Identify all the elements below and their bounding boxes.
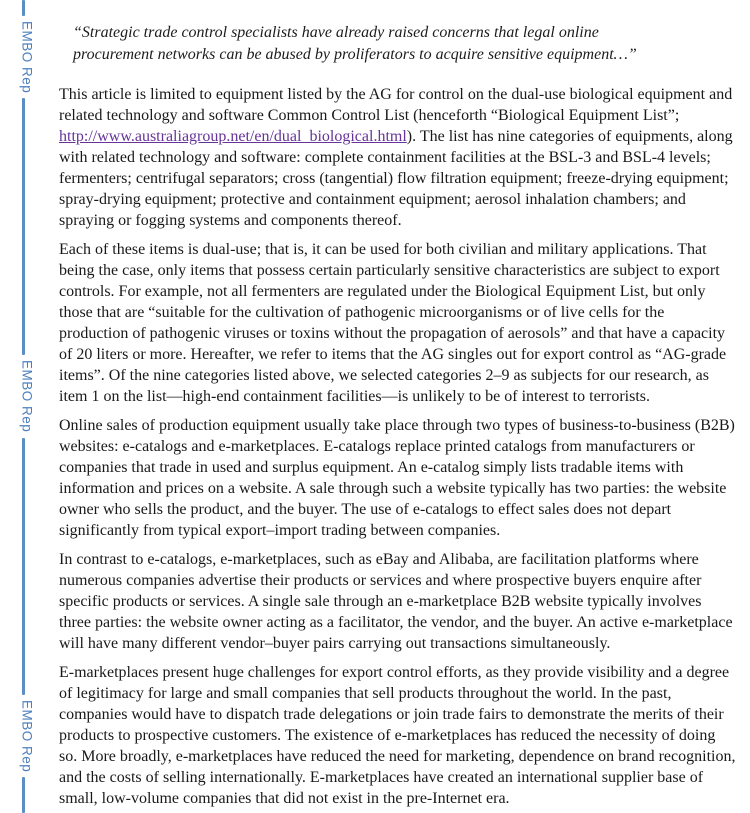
pull-quote: “Strategic trade control specialists have already raised concerns that legal online procurement networks can be abused by proliferators to acquire sensitive equipment…”: [73, 24, 637, 63]
paragraph-5: E-marketplaces present huge challenges for export control efforts, as they provide visibility and a degree of legitimacy for large and small companies that sell products throughout the world. In the past, companies would have to dispatch trade delegations or join trade fairs to demonstrate the merits of their products to prospective customers. The existence of e-marketplaces has reduced the necessity of doing so. More broadly, e-marketplaces have reduced the need for marketing, dependence on brand recognition, and the costs of selling internationally. E-marketplaces have created an international supplier base of small, low-volume companies that did not exist in the pre-Internet era.: [59, 664, 736, 807]
journal-sidebar: [8, 0, 38, 813]
paragraph-2: Each of these items is dual-use; that is, it can be used for both civilian and military applications. That being the case, only items that possess certain particularly sensitive characteristics are subject to export controls. For example, not all fermenters are regulated under the Biological Equipment List, but only those that are “suitable for the cultivation of pathogenic microorganisms or of live cells for the production of pathogenic viruses or toxins without the propagation of aerosols” and that have a capacity of 20 liters or more. Hereafter, we refer to items that the AG singles out for export control as “AG-grade items”. Of the nine categories listed above, we selected categories 2–9 as subjects for our research, as item 1 on the list—high-end containment facilities—is unlikely to be of interest to terrorists.: [59, 241, 727, 405]
journal-label-vertical: EMBO Rep: [19, 699, 35, 772]
sidebar-rule: [22, 438, 25, 695]
paragraph-1: [59, 84, 737, 231]
paragraph-4: In contrast to e-catalogs, e-marketplaces, such as eBay and Alibaba, are facilitation platforms where numerous companies advertise their products or services and where prospective buyers enquire after specific products or services. A single sale through an e-marketplace B2B website typically involves three parties: the website owner acting as a facilitator, the vendor, and the buyer. An active e-marketplace will have many different vendor–buyer pairs carrying out transactions simultaneously.: [59, 551, 733, 652]
journal-label-vertical: EMBO Rep: [19, 360, 35, 433]
sidebar-rule: [22, 0, 25, 16]
paragraph-1-text-after-link: ). The list has nine categories of equipments, along with related technology and software: complete containment facilities at the BSL-3 and BSL-4 levels; fermenters; centrifugal separators; cross (tangential) flow filtration equipment; freeze-drying equipment; spray-drying equipment; protective and containment equipment; aerosol inhalation chambers; and spraying or fogging systems and components thereof.: [59, 128, 733, 229]
article-body: [59, 21, 737, 813]
paragraph-3: Online sales of production equipment usually take place through two types of business-to-business (B2B) websites: e-catalogs and e-marketplaces. E-catalogs replace printed catalogs from manufacturers or companies that trade in used and surplus equipment. An e-catalog simply lists tradable items with information and prices on a website. A sale through such a website typically has two parties: the website owner who sells the product, and the buyer. The use of e-catalogs to effect sales does not depart significantly from typical export–import trading between companies.: [59, 417, 735, 539]
australia-group-link[interactable]: http://www.australiagroup.net/en/dual_biological.html: [59, 128, 407, 145]
journal-label-vertical: EMBO Rep: [19, 21, 35, 94]
sidebar-rule: [22, 777, 25, 813]
sidebar-rule: [22, 98, 25, 355]
paragraph-1-text-before-link: This article is limited to equipment listed by the AG for control on the dual-use biological equipment and related technology and software Common Control List (henceforth “Biological Equipment List”;: [59, 86, 733, 124]
